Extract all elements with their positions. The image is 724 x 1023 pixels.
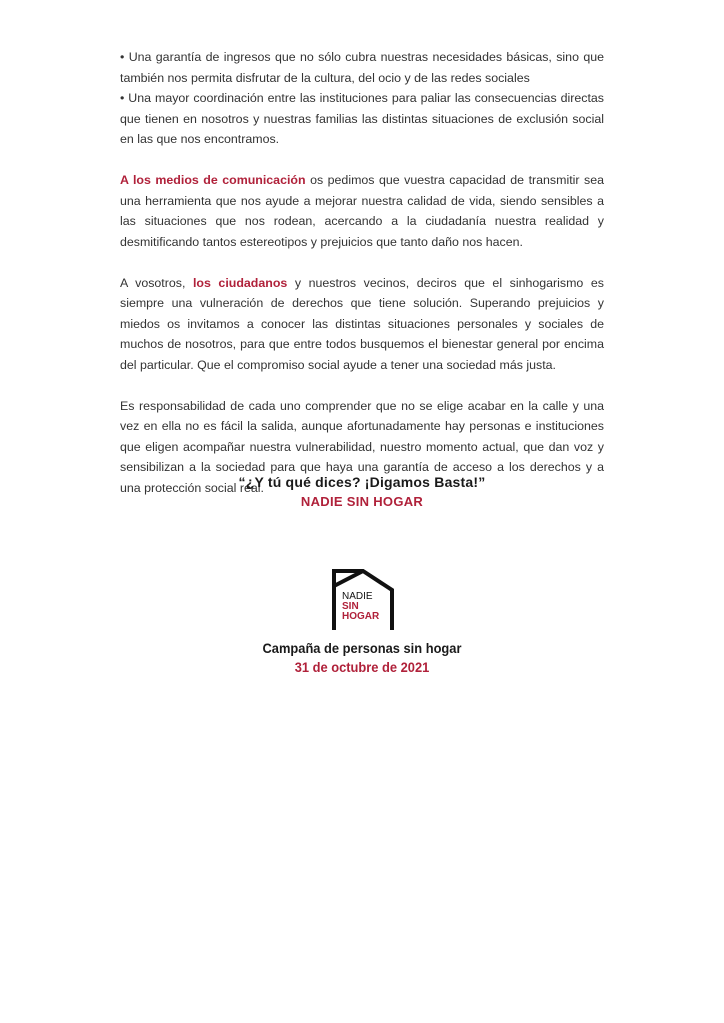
paragraph-citizens-prefix: A vosotros,	[120, 275, 193, 290]
closing-signature: NADIE SIN HOGAR	[300, 494, 424, 509]
logo-text-nadie: NADIE	[342, 591, 373, 602]
paragraph-media-text: os pedimos que vuestra capacidad de transmitir sea una herramienta que nos ayude a mejorar nuestra calidad de vida, siendo sensibles a las situaciones que nos rodean, acercando a la ciudadanía nuestra realidad y desmitificando tantos estereotipos y prejuicios que tanto daño nos hacen.	[120, 173, 604, 249]
highlight-media: A los medios de comunicación	[120, 173, 306, 187]
logo-text-hogar: HOGAR	[342, 611, 380, 622]
paragraph-citizens-text: y nuestros vecinos, deciros que el sinhogarismo es siempre una vulneración de derechos que tiene solución. Superando prejuicios y miedos os invitamos a conocer las distintas situaciones personales y sociales de muchos de nosotros, para que entre todos busquemos el bienestar general por encima del particular. Que el compromiso social ayude a tener una sociedad más justa.	[120, 275, 604, 372]
bullet-coordination: • Una mayor coordinación entre las instituciones para paliar las consecuencias directas que tienen en nosotros y nuestras familias las distintas situaciones de exclusión social en las que nos encontramos.	[120, 91, 604, 146]
house-outline-icon	[331, 568, 395, 632]
nadie-sin-hogar-logo	[331, 568, 395, 632]
closing-quote: “¿Y tú qué dices? ¡Digamos Basta!”	[238, 474, 486, 490]
paragraph-media	[120, 170, 604, 252]
paragraph-responsibility: Es responsabilidad de cada uno comprender que no se elige acabar en la calle y una vez en ella no es fácil la salida, aunque afortunadamente hay personas e instituciones que eligen acompañar nuestra vulnerabilidad, nuestro momento actual, que dan voz y sensibilizan a la sociedad para que haya una garantía de acceso a los derechos y a una protección social real.	[120, 398, 604, 495]
campaign-date: 31 de octubre de 2021	[294, 659, 430, 675]
logo-text-sin: SIN	[342, 601, 359, 612]
campaign-title: Campaña de personas sin hogar	[262, 640, 462, 656]
letter-body	[120, 47, 604, 498]
paragraph-citizens	[120, 273, 604, 376]
highlight-citizens: los ciudadanos	[192, 275, 288, 290]
bullet-income: • Una garantía de ingresos que no sólo cubra nuestras necesidades básicas, sino que también nos permita disfrutar de la cultura, del ocio y de las redes sociales	[120, 50, 604, 85]
